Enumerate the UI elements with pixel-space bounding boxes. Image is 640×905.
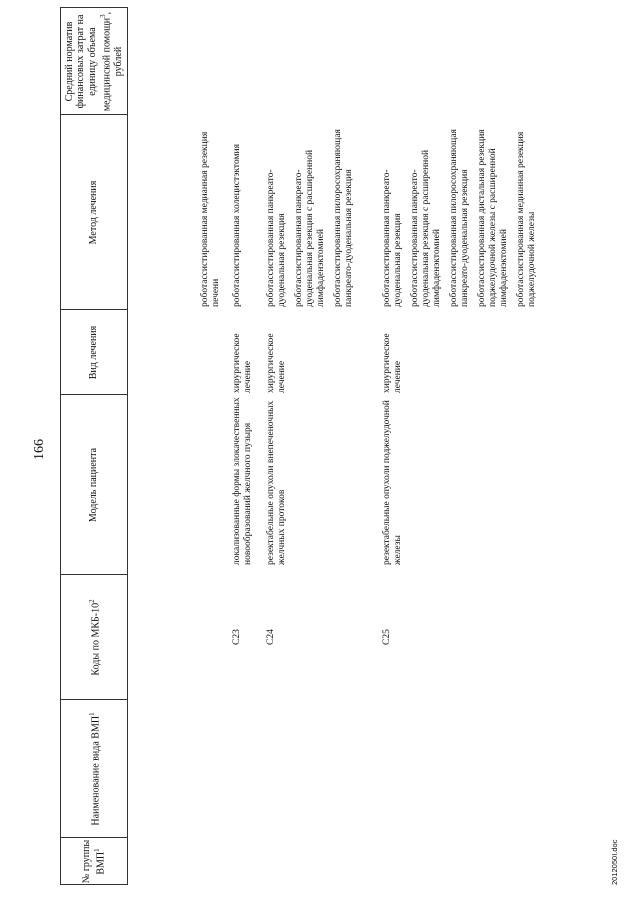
header-treatment-method <box>61 116 127 309</box>
header-treatment-type <box>61 311 127 394</box>
col-border-7 <box>60 7 128 8</box>
col-border-1 <box>60 837 128 838</box>
row-3-method-4: роботассистированная медианная резекция поджелудочной железы <box>516 131 537 307</box>
row-2-method-2: роботассистированная пилоросохраняющая панкреато-дуоденальная резекция <box>333 129 354 307</box>
col-border-6 <box>60 114 128 115</box>
header-name-vmp <box>61 701 127 837</box>
header-group-no-text: № группы ВМП <box>80 839 107 884</box>
footer-doc-name: 2012050I.doc <box>610 839 619 885</box>
col-border-3 <box>60 574 128 575</box>
row-1-model: локализованные формы злокачественных новообразований желчного пузыря <box>232 397 253 565</box>
header-group-no-sup: 1 <box>93 848 102 852</box>
row-3-method-1: роботассистированная панкреато-дуоденальная резекция с расширенной лимфаденэктомией <box>410 149 442 307</box>
header-treatment-method-text: Метод лечения <box>88 180 100 245</box>
row-3-methods <box>382 117 544 307</box>
row-3-type: хирургическое лечение <box>382 333 403 393</box>
header-bottom-border <box>127 7 128 885</box>
row-1-type: хирургическое лечение <box>232 333 253 393</box>
col-border-5 <box>60 309 128 310</box>
col-border-4 <box>60 394 128 395</box>
row-2-code: C24 <box>266 629 276 645</box>
row-2-method-0: роботассистированная панкреато-дуоденальная резекция <box>266 169 287 307</box>
header-name-vmp-sup: 1 <box>87 712 96 716</box>
header-mkb-codes-text: Коды по МКБ-10 <box>89 602 101 676</box>
row-0-method-0: роботассистированная медианная резекция печени <box>200 131 221 307</box>
row-3-model: резектабельные опухоли поджелудочной железы <box>382 400 403 565</box>
header-group-no <box>61 839 127 884</box>
page-number: 166 <box>32 439 47 460</box>
row-2-methods <box>266 117 361 307</box>
row-3-code: C25 <box>382 629 392 645</box>
header-mkb-sup: 2 <box>87 599 96 603</box>
header-mkb-codes <box>61 576 127 699</box>
header-treatment-type-text: Вид лечения <box>88 325 100 380</box>
header-avg-cost <box>61 9 127 114</box>
header-patient-model <box>61 396 127 574</box>
col-border-2 <box>60 699 128 700</box>
header-patient-model-text: Модель пациента <box>88 447 100 523</box>
header-avg-cost-sup: 3 <box>99 14 108 18</box>
row-2-method-1: роботассистированная панкреато-дуоденальная резекция с расширенной лимфаденэктомией <box>294 149 326 307</box>
row-2-type: хирургическое лечение <box>266 333 287 393</box>
row-3-method-0: роботассистированная панкреато-дуоденальная резекция <box>382 169 403 307</box>
row-3-method-2: роботассистированная пилоросохраняющая панкреато-дуоденальная резекция <box>449 129 470 307</box>
row-2-model: резектабельные опухоли внепеченочных желчных протоков <box>266 400 287 565</box>
row-3-method-3: роботассистированная дистальная резекция поджелудочной железы с расширенной лимфаденэктомией <box>477 129 509 307</box>
row-1-method-0: роботассистированная холецистэктомия <box>232 144 242 307</box>
header-name-vmp-text: Наименование вида ВМП <box>89 715 101 826</box>
header-avg-cost-unit: , рублей <box>101 11 124 77</box>
col-border-0 <box>60 884 128 885</box>
header-avg-cost-text: Средний норматив финансовых затрат на единицу объема медицинской помощи <box>63 14 113 112</box>
row-1-code: C23 <box>232 629 242 645</box>
